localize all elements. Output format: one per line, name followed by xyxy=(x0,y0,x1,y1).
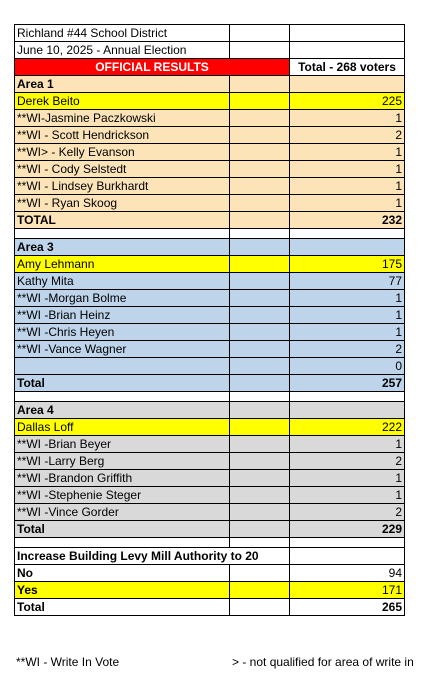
area1-total: 232 xyxy=(290,212,405,229)
election-title: June 10, 2025 - Annual Election xyxy=(15,42,230,59)
table-row: **WI -Chris Heyen 1 xyxy=(15,324,405,341)
table-row: Derek Beito 225 xyxy=(15,93,405,110)
levy-header-row xyxy=(15,548,405,565)
table-row: **WI -Morgan Bolme 1 xyxy=(15,290,405,307)
header-row xyxy=(15,59,405,76)
writein-note: **WI - Write In Vote xyxy=(16,655,120,669)
levy-label: Increase Building Levy Mill Authority to 20 xyxy=(15,548,290,565)
table-row: Kathy Mita 77 xyxy=(15,273,405,290)
area4-header-row xyxy=(15,402,405,419)
area4-total-row: Total 229 xyxy=(15,521,405,538)
area3-total: 257 xyxy=(290,375,405,392)
table-row: **WI -Vance Wagner 2 xyxy=(15,341,405,358)
area1-label: Area 1 xyxy=(15,76,230,93)
levy-total-row: Total 265 xyxy=(15,599,405,616)
table-row: **WI - Cody Selstedt 1 xyxy=(15,161,405,178)
area1-header-row xyxy=(15,76,405,93)
area3-header-row xyxy=(15,239,405,256)
table-row: **WI -Stephenie Steger 1 xyxy=(15,487,405,504)
district-row xyxy=(15,25,405,42)
official-results-header: OFFICIAL RESULTS xyxy=(15,59,290,76)
table-row: **WI-Jasmine Paczkowski 1 xyxy=(15,110,405,127)
table-row: 0 xyxy=(15,358,405,375)
table-row: Amy Lehmann 175 xyxy=(15,256,405,273)
spacer-row xyxy=(15,538,405,548)
levy-yes-row: Yes 171 xyxy=(15,582,405,599)
table-row: **WI -Brandon Griffith 1 xyxy=(15,470,405,487)
table-row: **WI -Brian Beyer 1 xyxy=(15,436,405,453)
spacer-row xyxy=(15,392,405,402)
table-row: **WI - Scott Hendrickson 2 xyxy=(15,127,405,144)
spacer-row xyxy=(15,229,405,239)
results-table xyxy=(14,24,405,616)
table-row: **WI - Lindsey Burkhardt 1 xyxy=(15,178,405,195)
table-row: **WI - Ryan Skoog 1 xyxy=(15,195,405,212)
not-qualified-note: > - not qualified for area of write in xyxy=(232,655,414,669)
results-sheet xyxy=(14,24,405,616)
election-row xyxy=(15,42,405,59)
district-title: Richland #44 School District xyxy=(15,25,230,42)
table-row: **WI> - Kelly Evanson 1 xyxy=(15,144,405,161)
table-row: **WI -Larry Berg 2 xyxy=(15,453,405,470)
total-voters-header: Total - 268 voters xyxy=(290,59,405,76)
table-row: **WI -Vince Gorder 2 xyxy=(15,504,405,521)
levy-no-row: No 94 xyxy=(15,565,405,582)
area3-label: Area 3 xyxy=(15,239,230,256)
area1-total-row: TOTAL 232 xyxy=(15,212,405,229)
table-row: Dallas Loff 222 xyxy=(15,419,405,436)
area3-total-row: Total 257 xyxy=(15,375,405,392)
table-row: **WI -Brian Heinz 1 xyxy=(15,307,405,324)
area4-label: Area 4 xyxy=(15,402,230,419)
area4-total: 229 xyxy=(290,521,405,538)
levy-total: 265 xyxy=(290,599,405,616)
